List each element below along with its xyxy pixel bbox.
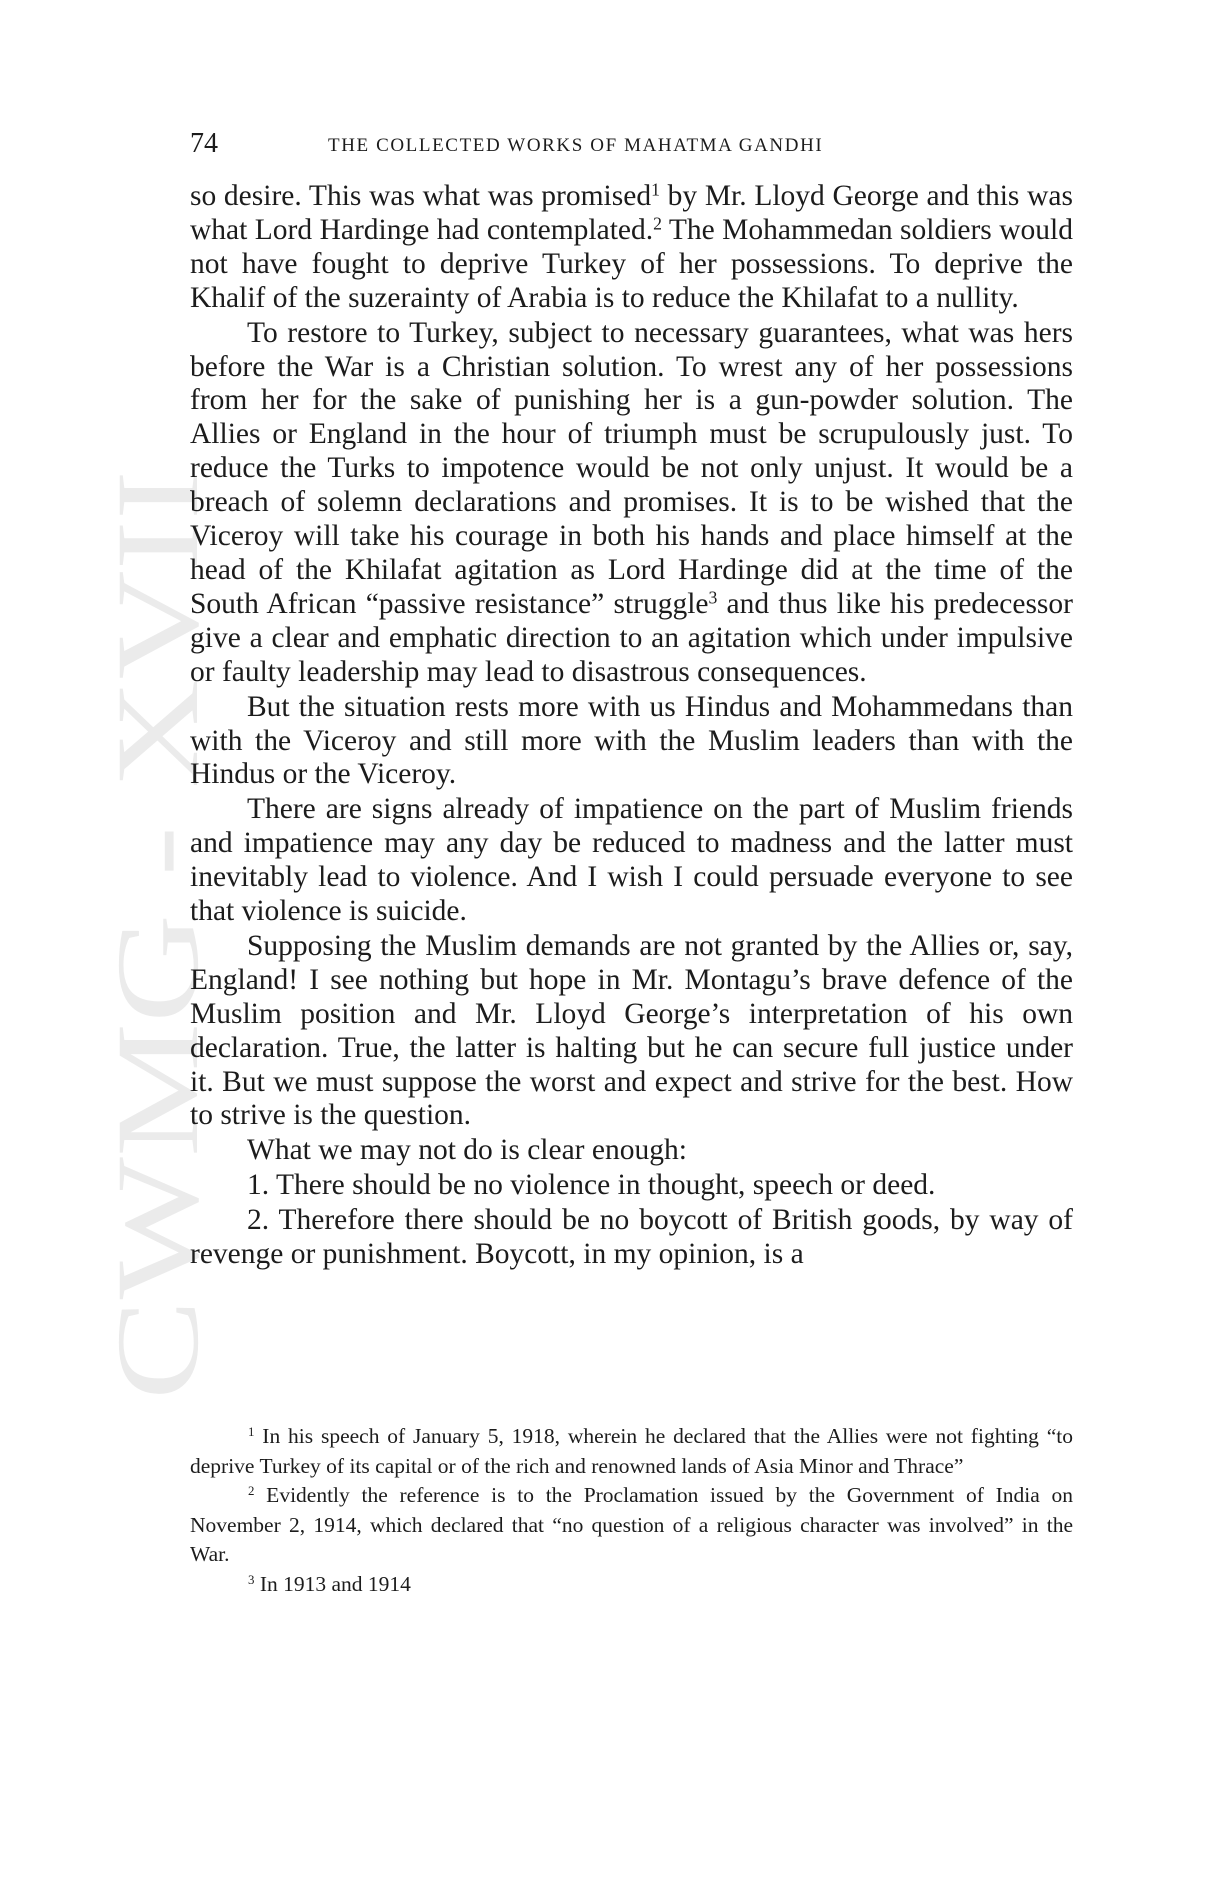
- text-run: The Mohammedan soldiers would not have fought to deprive Turkey of her possessions. To deprive the Khalif of the suzerainty of Arabia is to reduce the Khilafat to a nullity.: [190, 213, 1073, 314]
- paragraph: [190, 180, 1073, 316]
- footnote-text: In 1913 and 1914: [254, 1571, 411, 1596]
- text-run: To restore to Turkey, subject to necessary guarantees, what was hers before the War is a Christian solution. To wrest any of her possessions from her for the sake of punishing her is a gun-powder solution. The Allies or England in the hour of triumph must be scrupulously just. To reduce the Turks to impotence would be not only unjust. It would be a breach of solemn declarations and promises. It is to be wished that the Viceroy will take his courage in both his hands and place himself at the head of the Khilafat agitation as Lord Hardinge did at the time of the South African “passive resistance” struggle: [190, 316, 1073, 620]
- text-run: and thus like his predecessor give a clear and emphatic direction to an agitation which under impulsive or faulty leadership may lead to disastrous consequences.: [190, 587, 1073, 688]
- footnote-text: In his speech of January 5, 1918, wherein he declared that the Allies were not fighting “to deprive Turkey of its capital or of the rich and renowned lands of Asia Minor and Thrace”: [190, 1424, 1073, 1478]
- text-run: But the situation rests more with us Hindus and Mohammedans than with the Viceroy and still more with the Muslim leaders than with the Hindus or the Viceroy.: [190, 690, 1073, 791]
- footnote-text: Evidently the reference is to the Proclamation issued by the Government of India on November 2, 1914, which declared that “no question of a religious character was involved” in the War.: [190, 1483, 1073, 1566]
- text-run: by Mr. Lloyd George and this was what Lord Hardinge had contemplated.: [190, 180, 1073, 246]
- text-run: 1. There should be no violence in thought, speech or deed.: [247, 1169, 936, 1202]
- list-item: [190, 1169, 1073, 1203]
- watermark-text: CWMG - XVII: [92, 672, 223, 1400]
- page-number: 74: [190, 128, 218, 159]
- footnote-mark: 2: [248, 1483, 255, 1498]
- footnote: [190, 1422, 1073, 1481]
- footnote-ref: 1: [651, 179, 660, 200]
- paragraph: [190, 793, 1073, 929]
- text-run: Supposing the Muslim demands are not granted by the Allies or, say, England! I see nothing but hope in Mr. Montagu’s brave defence of the Muslim position and Mr. Lloyd George’s interpretation of his own declaration. True, the latter is halting but he can secure full justice under it. But we must suppose the worst and expect and strive for the best. How to strive is the question.: [190, 929, 1073, 1132]
- footnote-mark: 1: [248, 1424, 255, 1439]
- text-run: so desire. This was what was promised: [190, 180, 652, 212]
- body-text: [190, 180, 1073, 1273]
- paragraph: [190, 1134, 1073, 1168]
- page-header: [190, 128, 1070, 168]
- paragraph: [190, 691, 1073, 793]
- text-run: What we may not do is clear enough:: [247, 1134, 687, 1167]
- text-run: 2. Therefore there should be no boycott of British goods, by way of revenge or punishment. Boycott, in my opinion, is a: [190, 1204, 1073, 1271]
- footnotes: [190, 1422, 1073, 1599]
- footnote-ref: 3: [708, 587, 718, 608]
- footnote: [190, 1570, 1073, 1600]
- footnote-ref: 2: [653, 213, 662, 234]
- list-item: [190, 1204, 1073, 1272]
- paragraph: [190, 930, 1073, 1133]
- footnote-mark: 3: [248, 1572, 255, 1587]
- running-head: THE COLLECTED WORKS OF MAHATMA GANDHI: [328, 135, 824, 156]
- text-run: There are signs already of impatience on the part of Muslim friends and impatience may any day be reduced to madness and the latter must inevitably lead to violence. And I wish I could persuade everyone to see that violence is suicide.: [190, 793, 1073, 928]
- footnote: [190, 1481, 1073, 1570]
- paragraph: [190, 317, 1073, 690]
